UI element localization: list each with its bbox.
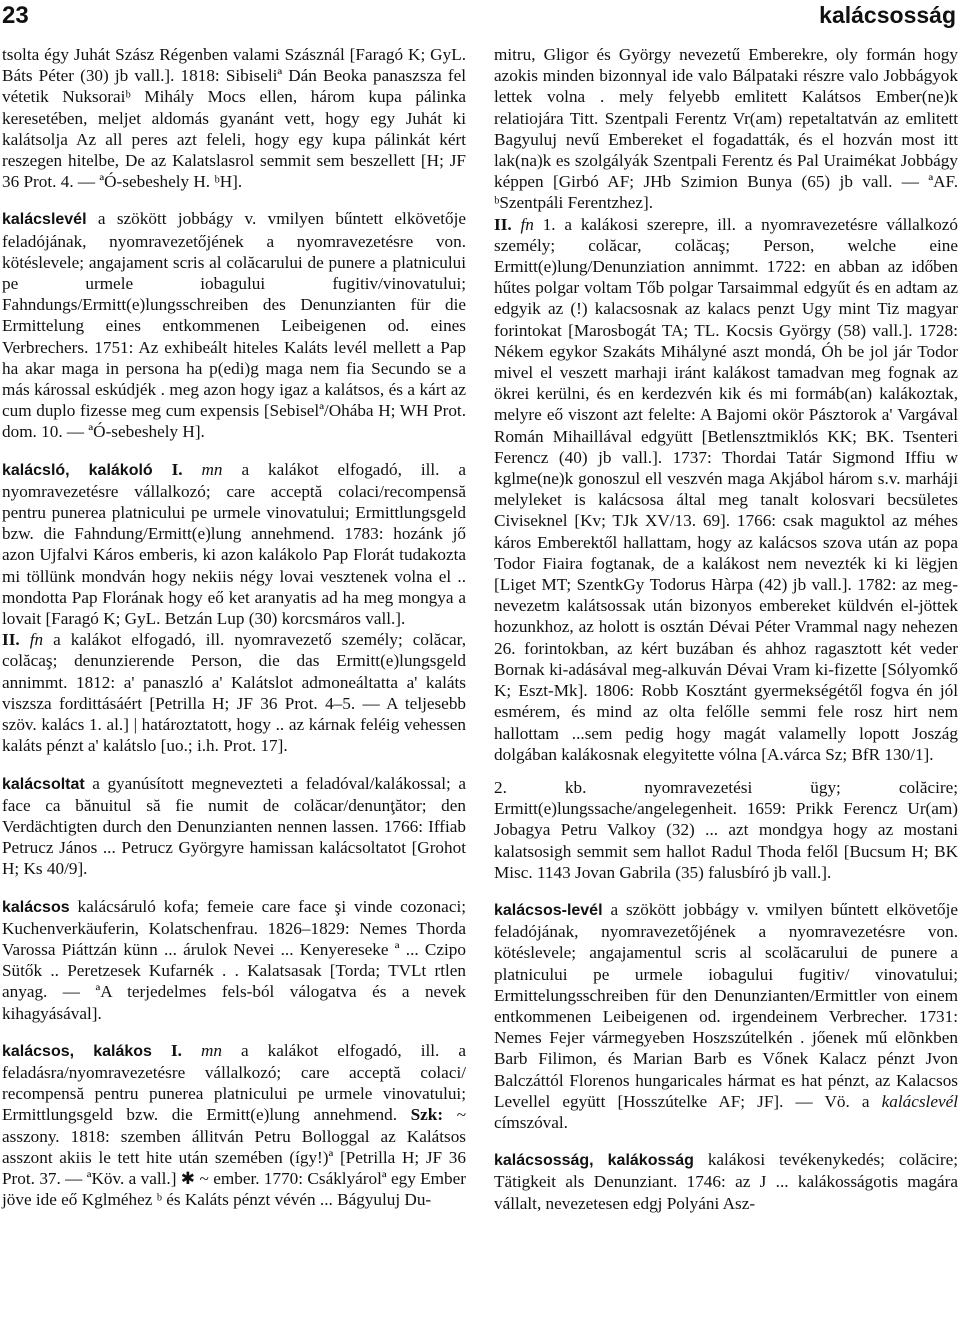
continued-entry-text: tsolta égy Juhát Szász Régenben valami Szásznál [Faragó K; GyL. Báts Péter (30) jb vall.]. 1818: Sibiseliª Dán Beoka panaszsza fel vétetik Nuksoraiᵇ Mihály Mocs ellen, három kupa pálinka keresetében, meljet aldomás gyanánt vett, hogy egy Juhát ki kalátsolja Az all peres azt feleli, hogy egy kupa pálinkát kért reszegen hitelbe, De az Kalatslasrol semmit sem beszellett [H; JF 36 Prot. 4. — ªÓ-sebeshely H. ᵇH]. [2,45,466,192]
left-column [2,44,466,1210]
part-of-speech: mn [181,1040,222,1060]
sense-number: I. [152,459,183,479]
sense-number: 2. [494,777,507,797]
part-of-speech: fn [19,630,44,650]
entry-kalacslo: kalácsló, kalákoló I. mn a kalákot elfogadó, ill. a nyomravezetésre vállalkozó; care acceptă colaci/recompensă pentru punerea platnicului pe urmele vinovatului; Ermittlungsgeld bzw. die Fahndung/Ermitt(e)lung annehmend. 1783: hozánk jő azon Ujfalvi Káros emberis, ki azon kalákolo Pap Florát tudakozta mi töllünk mondván hogy nekiis négy lovai vesztenek volna el .. mondotta Pap Florának hogy eő ket aranyatis ad ha meg mongya a lovait [Faragó K; GyL. Betzán Lup (30) korcsmáros vall.]. [2,459,466,629]
szk-label: Szk: [397,1105,444,1125]
headword: kalácslevél [2,211,87,229]
sense-number: II. [2,630,20,650]
running-head: kalácsosság [819,2,956,28]
continued-entry-text: mitru, Gligor és György nevezetű Emberekre, oly formán hogy azokis minden bizonnyal ide valo Bálpataki részre valo Jobbágyok lettek volna . mely felyebb emlitett Kalátsos Ember(ne)k relatiojára Titt. Szentpali Ferentz Vr(am) repetaltatván az emlitett Bagyuluj nevű Embereket el fogadatták, és el hozván most itt lak(na)k es szolgályák Szentpali Ferentz és Pal Uraimékat Jobbágy képpen [Girbó AF; JHb Szimion Bunya (65) jb vall. — ªAF. ᵇSzentpáli Ferentzhez]. [494,45,958,213]
part-of-speech: mn [182,459,223,479]
headword: kalácsos-levél [494,901,603,919]
page-number: 23 [2,2,29,29]
entry-kalacsos-level: kalácsos-levél a szökött jobbágy v. vmilyen bűntett elkövetője feladójának, nyomravezetőjének a nyomravezetésre von. kötéslevele; angajamentul scris al scolăcarului de punere a platnicului pe urmele iobagului fugitiv/ vinovatului; Ermittelungsschreiben für den Denunzianten/Ermittler von einem entkommenen Leibeigenen od. irgendeinem Verbrecher. 1731: Nemes Fejer vármegyeben Hoszszútelkén . jőenek mű elõnkben Barb Filimon, és Marian Barb es Vőnek Kalacz pénzt Jvon Balczáttól Florenos hungaricales hármat es hat pénzt, az Kalacsos Levellel együtt [Hosszútelke AF; JF]. — Vö. a kalácslevél címszóval. [494,899,958,1132]
headword: kalácsos, kalákos [2,1042,152,1060]
headword: kalácsosság, kalákosság [494,1152,694,1170]
entry-kalacsos: kalácsos kalácsáruló kofa; femeie care face şi vinde cozonaci; Kuchenverkäuferin, Kolatschenfrau. 1826–1829: Nemes Thorda Varossa Piáttzán künn ... árulok Nevei ... Kenyereseke ª ... Czipo Sütők .. Peretzesek Kufarnék . . Kalatsasak [Torda; TVLt rtlen anyag. — ªA terjedelmes fels-ból válogatva és a nevek kihagyásával]. [2,896,466,1023]
entry-kalacslo-sense-2: II. fn a kalákot elfogadó, ill. nyomravezető személy; colăcar, colăcaş; denunzierende Person, die das Ermitt(e)lungsgeld annimmt. 1812: a' panaszló a' Kalátslot admoneáltatta a' kaláts viszsza fordittásáért [Petrilla H; JF 36 Prot. 4–5. — A teljesebb szöv. kalács 1. al.] | határoztatott, hogy .. az kárnak feléig vehessen kaláts pénzt a' kalátslo [uo.; i.h. Prot. 17]. [2,630,466,756]
entry-kalacsos-kalakos: kalácsos, kalákos I. mn a kalákot elfogadó, ill. a feladásra/nyomravezetésre vállalkozó; care acceptă colaci/ recompensă pentru punerea platnicului pe urmele vinovatului; Ermittlungsgeld bzw. die Ermitt(e)lung annehmend. Szk: ~ asszony. 1818: szemben állitván Petru Bolloggal az Kalátsos asszont akiis le tett hite után szemében (ígyǃ)ª [Petrilla H; JF 36 Prot. 37. — ªKöv. a vall.] ✱ ~ ember. 1770: Csáklyárolª egy Ember jöve ide eő Kglméhez ᵇ és Kaláts pénzt vévén ... Bágyuluj Du- [2,1040,466,1210]
page-header [2,2,956,36]
sense-number: I. [151,1040,182,1060]
entry-kalacsossag: kalácsosság, kalákosság kalákosi tevékenykedés; colăcire; Tätigkeit als Denunziant. 1746: az J ... kalákosságotis magára vállalt, nevezetesen edgj Polyáni Asz- [494,1150,958,1213]
headword: kalácsoltat [2,775,85,793]
right-column [494,44,958,1214]
headword: kalácsos [2,898,70,916]
sense-number: II. [494,214,512,234]
entry-kalacslevel: kalácslevél a szökött jobbágy v. vmilyen bűntett elkövetője feladójának, nyomravezetőjének a nyomravezetésre von. kötéslevele; angajament scris al colăcarului de punere a platnicului pe urmele iobagului fugitiv/vinovatului; Fahndungs/Ermitt(e)lungsschreiben des Denunzianten für die Ermittelung eines entkommenen Leibeigenen od. eines Verbrechers. 1751: Az exhibeált hiteles Kaláts levél mellett a Pap ha akar maga in persona ha p(edi)g maga nem fia Secundo se a más károssal eskúdjék . meg azon hogy igaz a kalátsos, és a kárt az cum duplo fizesse meg cum expensis [Sebiselª/Ohába H; WH Prot. dom. 10. — ªÓ-sebeshely H]. [2,209,466,442]
entry-kalacsos-sense-2: II. fn 1. a kalákosi szerepre, ill. a nyomravezetésre vállalkozó személy; colăcar, colăcaş; Person, welche eine Ermitt(e)lung/Denunziation annimmt. 1722: en abban az időben hűtes polgar voltam Tőb polgar Tarsaimmal edgyűt és en adtam az edgyik az (!) kalacsosnak az kalacs penzt Ugy mint Tiz magyar forintokat [Marosbogát TA; TL. Kocsis György (58) vall.]. 1728: Nékem egykor Szakáts Mihályné aszt mondá, Óh be jol jár Todor mivel el veszett marhaji iránt kalákost tamadvan meg fognak az ökrei kerülni, és en kerdezvén kik és mi formáb(an) kalákoztak, melyre eő viszont azt felelte: A Bajomi okör Pásztorok a' Vargával Román Mihaillával edgyütt [Betlensztmiklós KK; BK. Tsenteri Ferencz (40) jb vall.]. 1737: Thordai Tatár Sigmond Iffiu w kglme(ne)k gonoszul ell veszvén maga Akjábol három s.v. marháji melyleket is kalácsosa által meg tanalt kolosvari becsületes Civiseknel [Kv; TJk XV/13. 69]. 1766: csak maguktol az méhes káros Emberektől hallattam, hogy az kalácsos szova után az popa Todor Fiaira fogtanak, de a kalákost nem nevezték ki ki lëgjen [Liget MT; SzentkGy Todorus Hàrpa (42) jb vall.]. 1782: az meg-nevezetm kalátsossak után bizonyos embereket küldvén el-jöttek hozunkhoz, az holott is osztán Dévai Péter Vrammal nagy nehezen 26. forintokban, az kért buzában és ahhoz ragasztott két veder Bornak ki-adásával meg-alkuván Dévai Vram ki-fizette [Sólyomkő K; Eszt-Mk]. 1806: Robb Kosztánt gyermekségétől fogva én jól esmérem, és mind az olta felőlle semmi fele rosz hirt nem hallottam ...sem pedig hogy magát valamelly lopott Joszág dolgában kalákosnak elegyitette vólna [A.várca Sz; BfR 130/1]. [494,214,958,764]
headword: kalácsló, kalákoló [2,461,153,479]
part-of-speech: fn [511,214,534,234]
entry-kalacsoltat: kalácsoltat a gyanúsított megnevezteti a feladóval/kalákossal; a face ca bănuitul să fie numit de colăcar/denunţător; den Verdächtigten durch den Denunzianten nennen lassen. 1766: Iffiab Petrucz János ... Petrucz Györgyre hamissan kalácsoltatot [Grohot H; Ks 40/9]. [2,773,466,879]
entry-kalacsos-subsense-2: 2. kb. nyomravezetési ügy; colăcire; Ermitt(e)lungssache/angelegenheit. 1659: Prikk Ferencz Ur(am) Jobagya Petru Valkoy (32) ... azt mondgya hogy az mostani kalatsosigh semmit sem hallot Radul Thoda felől [Bucsum H; BK Misc. 1143 Jovan Gabrila (35) falusbíró jb vall.]. [494,777,958,882]
cross-reference: kalácslevél [881,1091,958,1111]
